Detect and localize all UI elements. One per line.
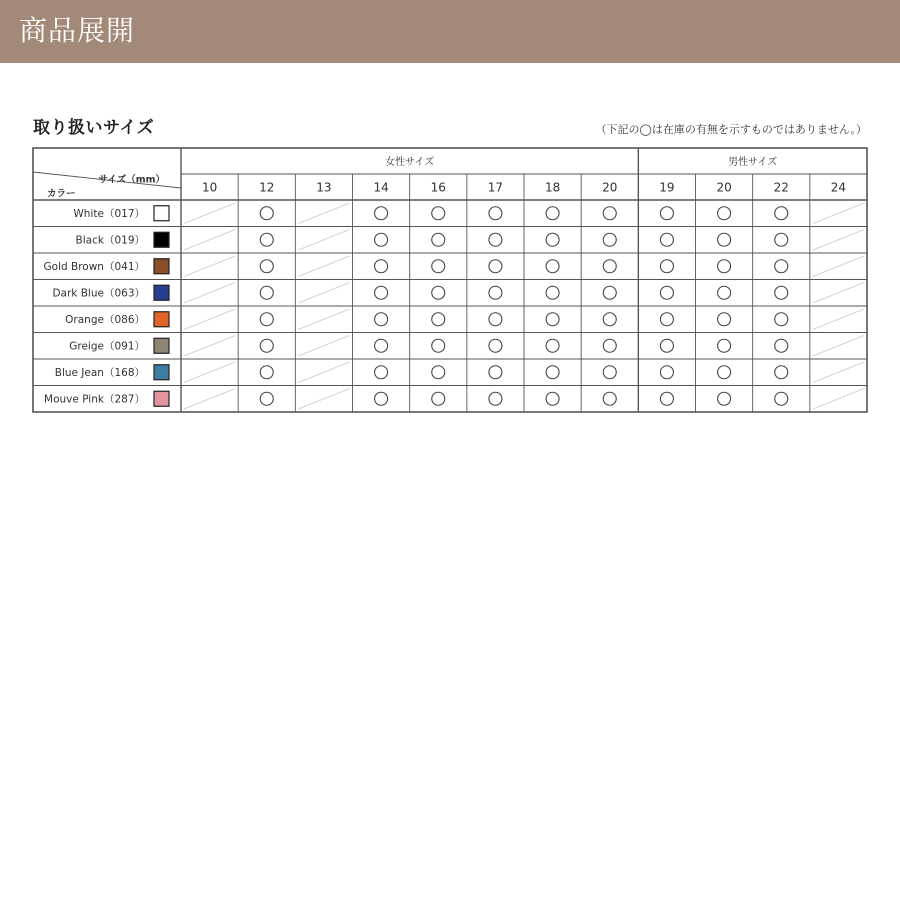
available-mark <box>603 260 616 273</box>
available-mark <box>432 392 445 405</box>
available-mark <box>375 260 388 273</box>
available-mark <box>260 392 273 405</box>
available-mark <box>432 286 445 299</box>
size-header: 24 <box>830 180 847 195</box>
available-mark <box>546 366 559 379</box>
available-mark <box>775 207 788 220</box>
page-title: 商品展開 <box>19 14 136 47</box>
color-label: Dark Blue（063） <box>52 287 145 300</box>
available-mark <box>718 366 731 379</box>
unavailable-mark <box>813 230 864 251</box>
corner-size-label: サイズ（mm） <box>98 174 165 186</box>
available-mark <box>260 366 273 379</box>
unavailable-mark <box>298 389 349 410</box>
size-header: 16 <box>430 180 446 195</box>
color-label: Gold Brown（041） <box>43 260 145 273</box>
availability-note: （下記の◯は在庫の有無を示すものではありません。） <box>595 123 867 136</box>
color-swatch <box>154 365 169 380</box>
color-swatch <box>154 206 169 221</box>
unavailable-mark <box>298 203 349 224</box>
size-header: 20 <box>716 180 732 195</box>
color-swatch <box>154 312 169 327</box>
unavailable-mark <box>813 336 864 357</box>
size-header: 19 <box>659 180 675 195</box>
available-mark <box>603 286 616 299</box>
unavailable-mark <box>813 283 864 304</box>
color-swatch <box>154 285 169 300</box>
available-mark <box>375 233 388 246</box>
available-mark <box>603 339 616 352</box>
available-mark <box>775 313 788 326</box>
unavailable-mark <box>298 256 349 277</box>
available-mark <box>775 392 788 405</box>
available-mark <box>660 392 673 405</box>
available-mark <box>489 366 502 379</box>
available-mark <box>660 339 673 352</box>
available-mark <box>660 233 673 246</box>
available-mark <box>775 233 788 246</box>
color-label: Blue Jean（168） <box>54 366 145 379</box>
available-mark <box>489 207 502 220</box>
size-header: 12 <box>259 180 275 195</box>
available-mark <box>718 339 731 352</box>
unavailable-mark <box>813 362 864 383</box>
available-mark <box>375 339 388 352</box>
available-mark <box>660 286 673 299</box>
available-mark <box>603 313 616 326</box>
available-mark <box>546 392 559 405</box>
available-mark <box>775 260 788 273</box>
unavailable-mark <box>184 309 235 330</box>
available-mark <box>660 260 673 273</box>
available-mark <box>718 260 731 273</box>
size-header: 18 <box>544 180 561 195</box>
size-header: 10 <box>201 180 218 195</box>
color-swatch <box>154 259 169 274</box>
color-label: Mouve Pink（287） <box>44 393 145 406</box>
color-swatch <box>154 391 169 406</box>
section-title: 取り扱いサイズ <box>33 118 155 138</box>
available-mark <box>375 366 388 379</box>
color-label: White（017） <box>73 207 145 220</box>
available-mark <box>260 260 273 273</box>
available-mark <box>546 339 559 352</box>
available-mark <box>603 233 616 246</box>
available-mark <box>546 260 559 273</box>
available-mark <box>432 339 445 352</box>
available-mark <box>260 339 273 352</box>
available-mark <box>489 260 502 273</box>
available-mark <box>489 313 502 326</box>
available-mark <box>489 233 502 246</box>
available-mark <box>432 207 445 220</box>
available-mark <box>546 233 559 246</box>
unavailable-mark <box>813 389 864 410</box>
unavailable-mark <box>184 230 235 251</box>
available-mark <box>432 313 445 326</box>
unavailable-mark <box>813 309 864 330</box>
available-mark <box>432 260 445 273</box>
available-mark <box>546 313 559 326</box>
available-mark <box>375 392 388 405</box>
size-header: 13 <box>316 180 332 195</box>
available-mark <box>660 207 673 220</box>
group-header: 女性サイズ <box>385 157 435 168</box>
available-mark <box>775 366 788 379</box>
available-mark <box>718 392 731 405</box>
available-mark <box>718 313 731 326</box>
available-mark <box>375 286 388 299</box>
corner-color-label: カラー <box>47 188 76 200</box>
color-label: Greige（091） <box>69 340 145 353</box>
available-mark <box>603 366 616 379</box>
available-mark <box>260 313 273 326</box>
available-mark <box>432 233 445 246</box>
color-label: Black（019） <box>75 234 145 247</box>
color-swatch <box>154 232 169 247</box>
unavailable-mark <box>184 283 235 304</box>
unavailable-mark <box>813 256 864 277</box>
available-mark <box>775 286 788 299</box>
available-mark <box>375 207 388 220</box>
unavailable-mark <box>184 203 235 224</box>
unavailable-mark <box>184 336 235 357</box>
unavailable-mark <box>813 203 864 224</box>
size-header: 20 <box>602 180 618 195</box>
available-mark <box>660 313 673 326</box>
unavailable-mark <box>298 362 349 383</box>
available-mark <box>775 339 788 352</box>
unavailable-mark <box>184 256 235 277</box>
available-mark <box>718 233 731 246</box>
available-mark <box>603 392 616 405</box>
unavailable-mark <box>298 336 349 357</box>
available-mark <box>432 366 445 379</box>
unavailable-mark <box>184 362 235 383</box>
available-mark <box>660 366 673 379</box>
unavailable-mark <box>298 283 349 304</box>
available-mark <box>489 286 502 299</box>
unavailable-mark <box>184 389 235 410</box>
unavailable-mark <box>298 230 349 251</box>
unavailable-mark <box>298 309 349 330</box>
color-swatch <box>154 338 169 353</box>
available-mark <box>718 207 731 220</box>
available-mark <box>546 286 559 299</box>
available-mark <box>375 313 388 326</box>
available-mark <box>260 207 273 220</box>
color-label: Orange（086） <box>65 313 145 326</box>
available-mark <box>489 392 502 405</box>
available-mark <box>489 339 502 352</box>
available-mark <box>603 207 616 220</box>
group-header: 男性サイズ <box>728 157 778 168</box>
available-mark <box>546 207 559 220</box>
size-header: 17 <box>487 180 504 195</box>
available-mark <box>260 286 273 299</box>
available-mark <box>260 233 273 246</box>
available-mark <box>718 286 731 299</box>
size-header: 14 <box>373 180 389 195</box>
size-header: 22 <box>773 180 789 195</box>
